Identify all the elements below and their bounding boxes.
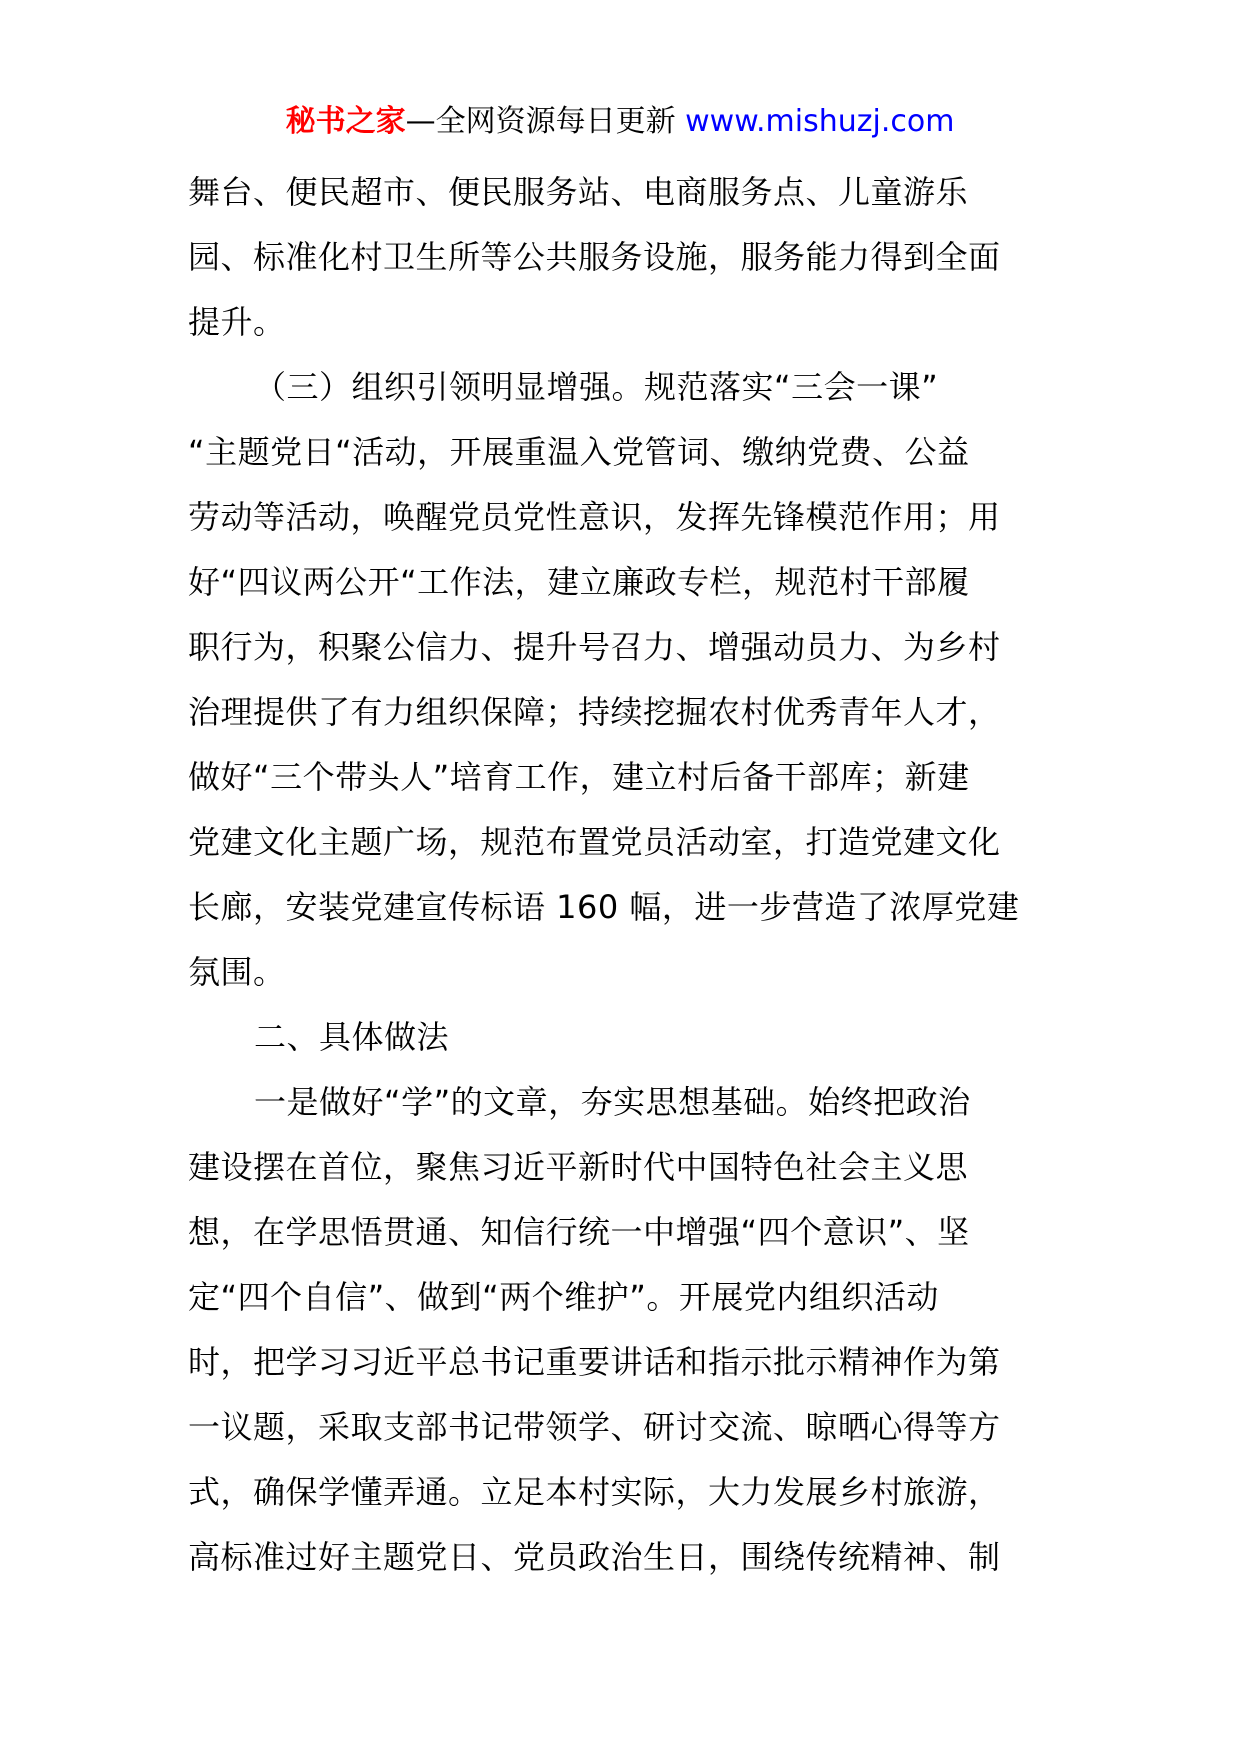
text-line: “主题党日“活动，开展重温入党管词、缴纳党费、公益: [188, 433, 970, 471]
header-tagline: —全网资源每日更新: [405, 104, 686, 139]
header-brand: 秘书之家: [285, 104, 406, 139]
text-line: 氛围。: [188, 953, 286, 991]
text-line: 党建文化主题广场，规范布置党员活动室，打造党建文化: [188, 823, 1001, 861]
text-line: 职行为，积聚公信力、提升号召力、增强动员力、为乡村: [188, 628, 1001, 666]
text-line: 定“四个自信”、做到“两个维护”。开展党内组织活动: [188, 1278, 939, 1316]
text-line: 长廊，安装党建宣传标语 160 幅，进一步营造了浓厚党建: [188, 888, 1020, 926]
text-line: 好“四议两公开“工作法，建立廉政专栏，规范村干部履: [188, 563, 970, 601]
text-line: 舞台、便民超市、便民服务站、电商服务点、儿童游乐: [188, 173, 969, 211]
text-line: 园、标准化村卫生所等公共服务设施，服务能力得到全面: [188, 238, 1001, 276]
page-header: [0, 100, 1240, 144]
text-line: 提升。: [188, 303, 286, 341]
header-url[interactable]: www.mishuzj.com: [685, 104, 955, 139]
text-line: 劳动等活动，唤醒党员党性意识，发挥先锋模范作用；用: [188, 498, 1001, 536]
text-line: 高标准过好主题党日、党员政治生日，围绕传统精神、制: [188, 1538, 1001, 1576]
text-line: 治理提供了有力组织保障；持续挖掘农村优秀青年人才，: [188, 693, 1001, 731]
text-line: 一议题，采取支部书记带领学、研讨交流、晾晒心得等方: [188, 1408, 1001, 1446]
text-line: 想，在学思悟贯通、知信行统一中增强“四个意识”、坚: [188, 1213, 970, 1251]
text-line: 做好“三个带头人”培育工作，建立村后备干部库；新建: [188, 758, 970, 796]
text-line: 时，把学习习近平总书记重要讲话和指示批示精神作为第: [188, 1343, 1001, 1381]
section-heading-organization: （三）组织引领明显增强。规范落实“三会一课”: [254, 368, 939, 406]
section-heading-methods: 二、具体做法: [254, 1018, 450, 1056]
paragraph-first-line: 一是做好“学”的文章，夯实思想基础。始终把政治: [254, 1083, 971, 1121]
text-line: 式，确保学懂弄通。立足本村实际，大力发展乡村旅游，: [188, 1473, 1001, 1511]
text-line: 建设摆在首位，聚焦习近平新时代中国特色社会主义思: [188, 1148, 969, 1186]
document-body: [188, 160, 1058, 1590]
